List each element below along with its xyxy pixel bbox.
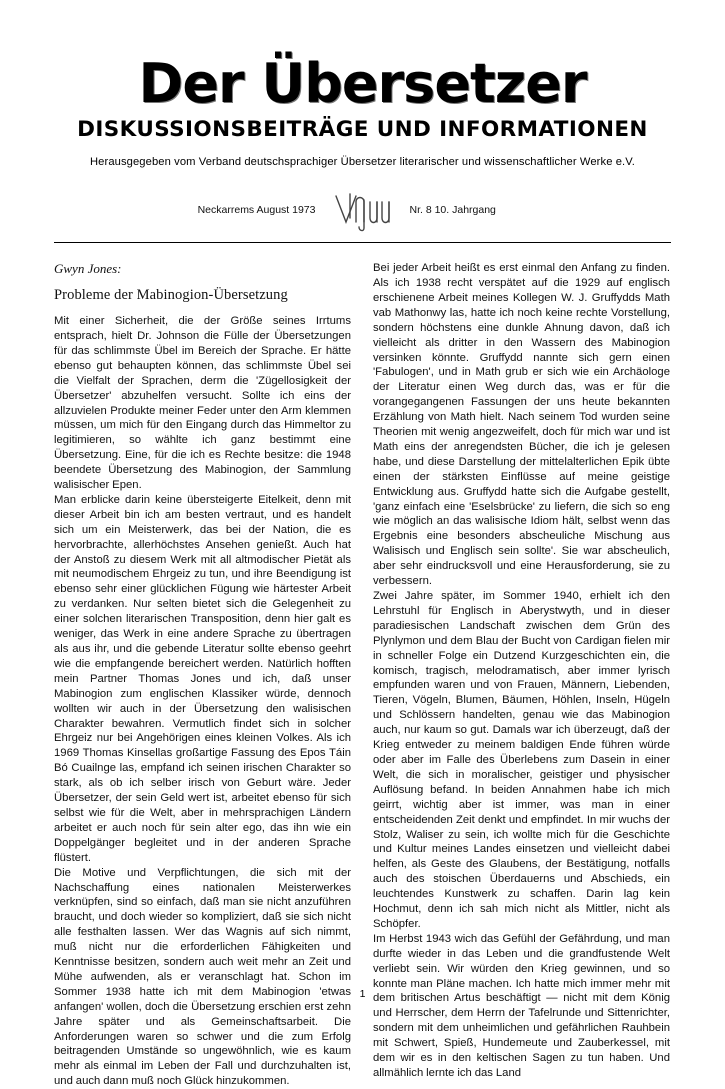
vdue-monogram-logo [330, 188, 396, 232]
journal-title: Der Übersetzer [138, 52, 587, 115]
issue-place-date: Neckarrems August 1973 [197, 204, 316, 217]
journal-subtitle: DISKUSSIONSBEITRÄGE UND INFORMATIONEN [77, 117, 648, 143]
article-body-left [54, 314, 351, 1089]
paragraph: Die Motive und Verpflichtungen, die sich mit der Nachschaffung eines nationalen Meisterwerkes verknüpfen, sind so einfach, daß man sie nicht anzuführen braucht, und doch wieder so kompliziert, daß sie sich nicht alle festhalten lassen. Wer das Wagnis auf sich nimmt, muß nicht nur die erforderlichen Fähigkeiten und Kenntnisse besitzen, sondern auch weit mehr an Zeit und Mühe aufwenden, als er veranschlagt hat. Schon im Sommer 1938 hatte ich mit dem Mabinogion 'etwas anfangen' wollen, doch die Übersetzung erschien erst zehn Jahre später und als Gemeinschaftsarbeit. Die Anforderungen waren so schwer und die zum Erfolg beitragenden Umstände so ungewöhnlich, wie es kaum mehr als einmal im Leben der Fall und durchzuhalten ist, und auch dann muß noch Glück hinzukommen. [54, 866, 351, 1088]
paragraph: Man erblicke darin keine übersteigerte Eitelkeit, denn mit dieser Arbeit bin ich am besten vertraut, und es handelt sich um ein Meisterwerk, das bei der Nation, die es hervorbrachte, allerhöchstes Ansehen genießt. Auch hat der Anstoß zu diesem Werk mit all altmodischer Pietät als mit neumodischem Ehrgeiz zu tun, und ihre Beendigung ist ebenso sehr einer glücklichen Fügung wie härtester Arbeit zu verdanken. Nur selten bietet sich die Gelegenheit zu einer solchen literarischen Transposition, denn hier galt es weniger, das Werk in eine andere Sprache zu übertragen als aus ihr, und die gebende Literatur sollte ebenso geehrt wie die empfangende bereichert werden. Natürlich hofften mein Partner Thomas Jones und ich, daß unser Mabinogion zum englischen Klassiker würde, dennoch wollten wir auch in der Übersetzung den walisischen Charakter bewahren. Vermutlich findet sich in solcher Ehrgeiz nur bei Angehörigen eines kleinen Volkes. Als ich 1969 Thomas Kinsellas großartige Fassung des Epos Táin Bó Cuailnge las, empfand ich seinen irischen Charakter so stark, als ob ich selber irisch von Geburt wäre. Jeder Übersetzer, der sein Geld wert ist, arbeitet ebenso für sich selbst wie für die Welt, aber in mehrsprachigen Ländern arbeitet er auch noch für sein alter ego, das ihn wie ein Doppelgänger begleitet und in der anderen Sprache flüstert. [54, 493, 351, 864]
paragraph: Im Herbst 1943 wich das Gefühl der Gefährdung, und man durfte wieder in das Leben und die grandfustende Welt verliebt sein. Wir würden den Krieg gewinnen, und so konnte man Pläne machen. Ich hatte mich immer mehr mit dem britischen Artus beschäftigt — nicht mit dem König und Herrscher, dem Herrn der Tafelrunde und Sittenrichter, sondern mit dem unheimlichen und gefährlichen Rauhbein mit Schwert, Spieß, Hundemeute und Zauberkessel, mit dem wir es in den keltischen Sagen zu tun haben. Und allmählich lernte ich das Land [373, 932, 670, 1080]
paragraph: Zwei Jahre später, im Sommer 1940, erhielt ich den Lehrstuhl für Englisch in Aberystwyth, und in dieser paradiesischen Landschaft zwischen dem Grün des Plynlymon und dem Blau der Bucht von Cardigan fielen mir in schneller Folge ein Dutzend Kurzgeschichten ein, die komisch, tragisch, melodramatisch, aber immer lyrisch empfunden waren und von Frauen, Männern, Liebenden, Tieren, Vögeln, Blumen, Bäumen, Höhlen, Inseln, Hügeln und Schlössern handelten, genau wie das Mabinogion auch, nur kaum so gut. Damals war ich überzeugt, daß der Krieg entweder zu meinem baldigen Ende führen würde oder aber im Falle des Überlebens zum Dasein in einer Welt, die sich in moralischer, geistiger und physischer Auflösung befand. In beiden Annahmen habe ich mich geirrt, wichtig aber ist immer, was man in einer entscheidenden Zeit denkt und empfindet. In mir wuchs der Stolz, Waliser zu sein, ich wollte mich für die Geschichte und Kultur meines Landes einsetzen und vielleicht dabei helfen, als Geste des Glaubens, der Bestätigung, notfalls auch des stoischen Überdauerns und Abschieds, ein leuchtendes Kunstwerk zu schaffen. Darin lag kein Hochmut, denn ich sah mich nicht als Mittler, nicht als Schöpfer. [373, 590, 670, 930]
article-title: Probleme der Mabinogion-Übersetzung [54, 287, 288, 304]
article-author: Gwyn Jones: [54, 261, 122, 277]
masthead [54, 52, 671, 232]
paragraph: Bei jeder Arbeit heißt es erst einmal den Anfang zu finden. Als ich 1938 recht verspätet auf die 1929 auf englisch erschienene Arbeit meines Kollegen W. J. Gruffydds Math vab Mathonwy las, hatte ich noch keine rechte Vorstellung, sondern höchstens eine dunkle Ahnung davon, daß ich vielleicht als dritter in den Wassern des Mabinogion versinken könnte. Gruffydd nannte sich gern einen 'Fabulogen', und in Math grub er sich wie ein Archäologe der Literatur einen Weg durch das, was er für die vorangegangenen Fassungen der uns heute bekannten Erzählung von Math hielt. Nach seinem Tod wurden seine Theorien mit wenig angezweifelt, doch für mich war und ist Math eins der anregendsten Bücher, die ich je gelesen habe, und diese Darstellung der mittelalterlichen Epik übte einen der stärksten Einflüsse auf meine geistige Entwicklung aus. Gruffydd hatte sich die Aufgabe gestellt, 'ganz einfach eine 'Eselsbrücke' zu liefern, die sich so eng wie möglich an das walisische Idiom hält, selbst wenn das Ergebnis eine besonders abscheuliche Mischung aus Walisisch und Englisch sein sollte'. Sie war abscheulich, aber sehr eindrucksvoll und eine Herausforderung, sie zu verbessern. [373, 262, 670, 588]
publisher-line: Herausgegeben vom Verband deutschsprachiger Übersetzer literarischer und wissenschaftlicher Werke e.V. [90, 156, 635, 169]
issue-number: Nr. 8 10. Jahrgang [409, 204, 496, 217]
page-number: 1 [359, 988, 366, 1000]
article-columns [54, 261, 671, 1089]
column-left [54, 261, 351, 1089]
article-body-right [373, 261, 670, 1081]
column-right [373, 261, 670, 1081]
paragraph: Mit einer Sicherheit, die der Größe seines Irrtums entsprach, hielt Dr. Johnson die Fülle der Übersetzungen für das schlimmste Übel im Bereich der Sprache. Er hätte ebenso gut behaupten können, das schlimmste Übel sei die Vielfalt der Sprachen, derm die 'Zügellosigkeit der Übersetzer' abzuhelfen versucht. Sollte ich eins der allzuvielen Produkte meiner Feder unter den Arm klemmen müssen, um mich für den Eingang durch das Himmeltor zu legitimieren, so wählte ich ganz bestimmt eine Übersetzung. Eine, für die ich es Rechte besitze: die 1948 beendete Übersetzung des Mabinogion, der Sammlung walisischer Epen. [54, 315, 351, 492]
issue-row [54, 188, 671, 232]
masthead-divider [54, 242, 671, 243]
